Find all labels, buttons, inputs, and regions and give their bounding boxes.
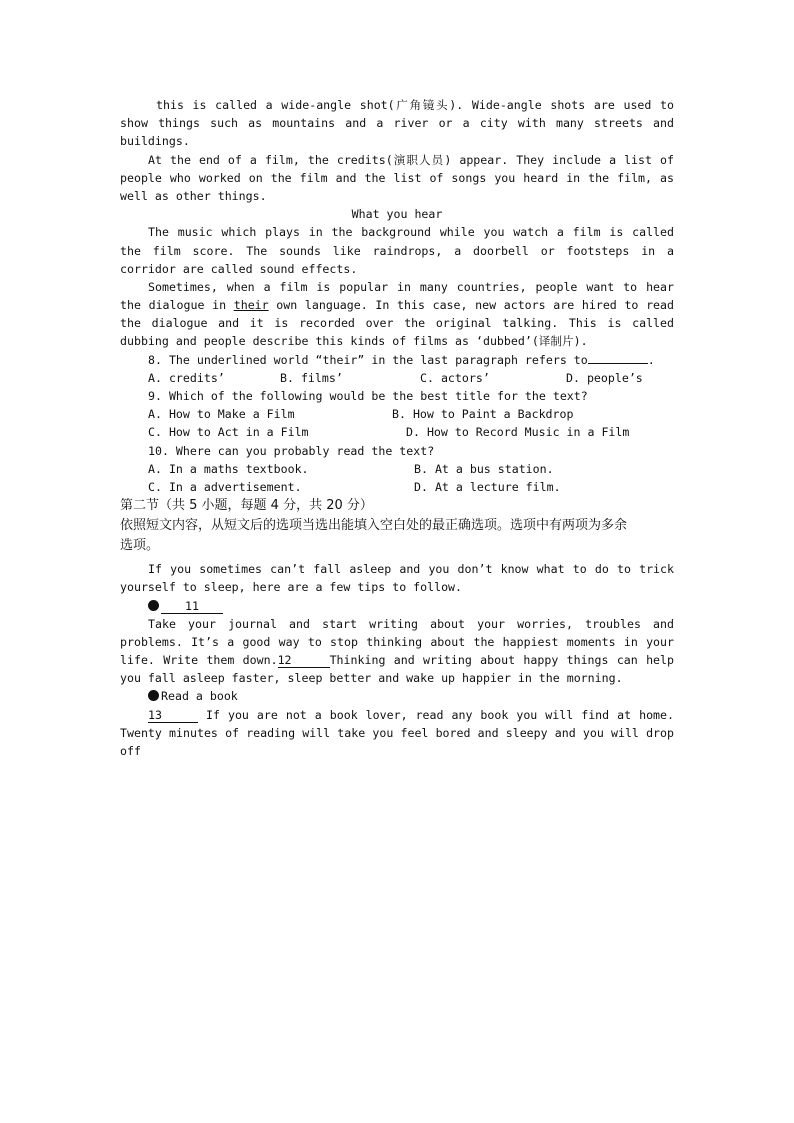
answer-blank: 13 bbox=[148, 708, 198, 723]
option-d: D. How to Record Music in a Film bbox=[406, 425, 630, 440]
option-c: C. How to Act in a Film bbox=[148, 425, 309, 440]
question-stem: 9. Which of the following would be the best title for the text? bbox=[148, 389, 588, 403]
paragraph-line bbox=[120, 651, 674, 669]
answer-blank: 11 bbox=[161, 599, 223, 614]
paragraph-line: dubbing and people describe this kinds of films as ‘dubbed’(译制片). bbox=[120, 334, 588, 349]
paragraph-line: Twenty minutes of reading will take you feel bored and sleepy and you will drop bbox=[120, 725, 674, 740]
paragraph-line: Take your journal and start writing about your worries, troubles and bbox=[148, 616, 674, 631]
section-instructions: 选项。 bbox=[120, 538, 160, 554]
tip-heading bbox=[120, 597, 674, 615]
question-options bbox=[120, 405, 674, 423]
question-options bbox=[120, 423, 674, 441]
option-d: D. people’s bbox=[566, 370, 643, 385]
option-b: B. At a bus station. bbox=[414, 461, 554, 476]
answer-blank: 12 bbox=[278, 653, 330, 668]
paragraph-line: people who worked on the film and the list of songs you heard in the film, as bbox=[120, 170, 674, 185]
paragraph-line: well as other things. bbox=[120, 188, 267, 203]
question-stem bbox=[120, 351, 674, 369]
paragraph-line bbox=[120, 706, 674, 724]
paragraph-line: the film score. The sounds like raindrops, a doorbell or footsteps in a bbox=[120, 243, 674, 258]
paragraph-line: this is called a wide-angle shot(广角镜头). Wide-angle shots are used to bbox=[156, 98, 674, 112]
paragraph-line: off bbox=[120, 744, 141, 758]
paragraph-line: you fall asleep faster, sleep better and wake up happier in the morning. bbox=[120, 671, 623, 686]
paragraph-line: If you sometimes can’t fall asleep and you don’t know what to do to trick bbox=[148, 562, 674, 577]
paragraph-line: problems. It’s a good way to stop thinking about the happiest moments in your bbox=[120, 634, 674, 649]
question-options bbox=[120, 369, 674, 387]
section-heading: What you hear bbox=[351, 207, 443, 222]
question-options bbox=[120, 478, 674, 496]
question-text: 8. The underlined world “their” in the last paragraph refers to bbox=[148, 352, 588, 367]
option-d: D. At a lecture film. bbox=[414, 479, 561, 494]
option-b: B. How to Paint a Backdrop bbox=[392, 407, 574, 422]
question-end: . bbox=[647, 352, 655, 367]
option-a: A. credits’ bbox=[148, 370, 225, 385]
paragraph-line: The music which plays in the background while you watch a film is called bbox=[148, 225, 674, 240]
option-c: C. In a advertisement. bbox=[148, 479, 302, 494]
paragraph-line: buildings. bbox=[120, 134, 190, 149]
tip-heading bbox=[120, 687, 674, 705]
bullet-icon bbox=[148, 690, 159, 701]
text-run: own language. In this case, new actors are hired to read bbox=[268, 298, 674, 313]
paragraph-line: show things such as mountains and a river or a city with many streets and bbox=[120, 116, 674, 131]
text-run: the dialogue in bbox=[120, 298, 234, 313]
bullet-icon bbox=[148, 600, 159, 611]
text-run: Thinking and writing about happy things can help bbox=[329, 653, 674, 668]
question-stem: 10. Where can you probably read the text? bbox=[148, 443, 435, 458]
paragraph-line bbox=[120, 296, 674, 314]
option-a: A. How to Make a Film bbox=[148, 407, 295, 422]
section-title: 第二节（共 5 小题，每题 4 分，共 20 分） bbox=[120, 498, 373, 514]
tip-title: Read a book bbox=[161, 689, 238, 704]
option-c: C. actors’ bbox=[420, 370, 490, 385]
document-page bbox=[120, 96, 674, 760]
paragraph-line: the dialogue and it is recorded over the original talking. This is called bbox=[120, 316, 674, 331]
text-run: life. Write them down. bbox=[120, 653, 278, 668]
option-a: A. In a maths textbook. bbox=[148, 461, 309, 476]
underlined-word: their bbox=[233, 298, 269, 313]
option-b: B. films’ bbox=[280, 370, 343, 385]
section-instructions: 依照短文内容，从短文后的选项当选出能填入空白处的最正确选项。选项中有两项为多余 bbox=[120, 518, 628, 534]
paragraph-line: At the end of a film, the credits(演职人员) appear. They include a list of bbox=[148, 152, 674, 167]
paragraph-line: yourself to sleep, here are a few tips to follow. bbox=[120, 580, 463, 595]
paragraph-line: corridor are called sound effects. bbox=[120, 261, 358, 276]
answer-blank bbox=[588, 363, 648, 364]
paragraph-line: Sometimes, when a film is popular in many countries, people want to hear bbox=[148, 279, 674, 294]
question-options bbox=[120, 460, 674, 478]
text-run: If you are not a book lover, read any book you will find at home. bbox=[198, 707, 674, 722]
